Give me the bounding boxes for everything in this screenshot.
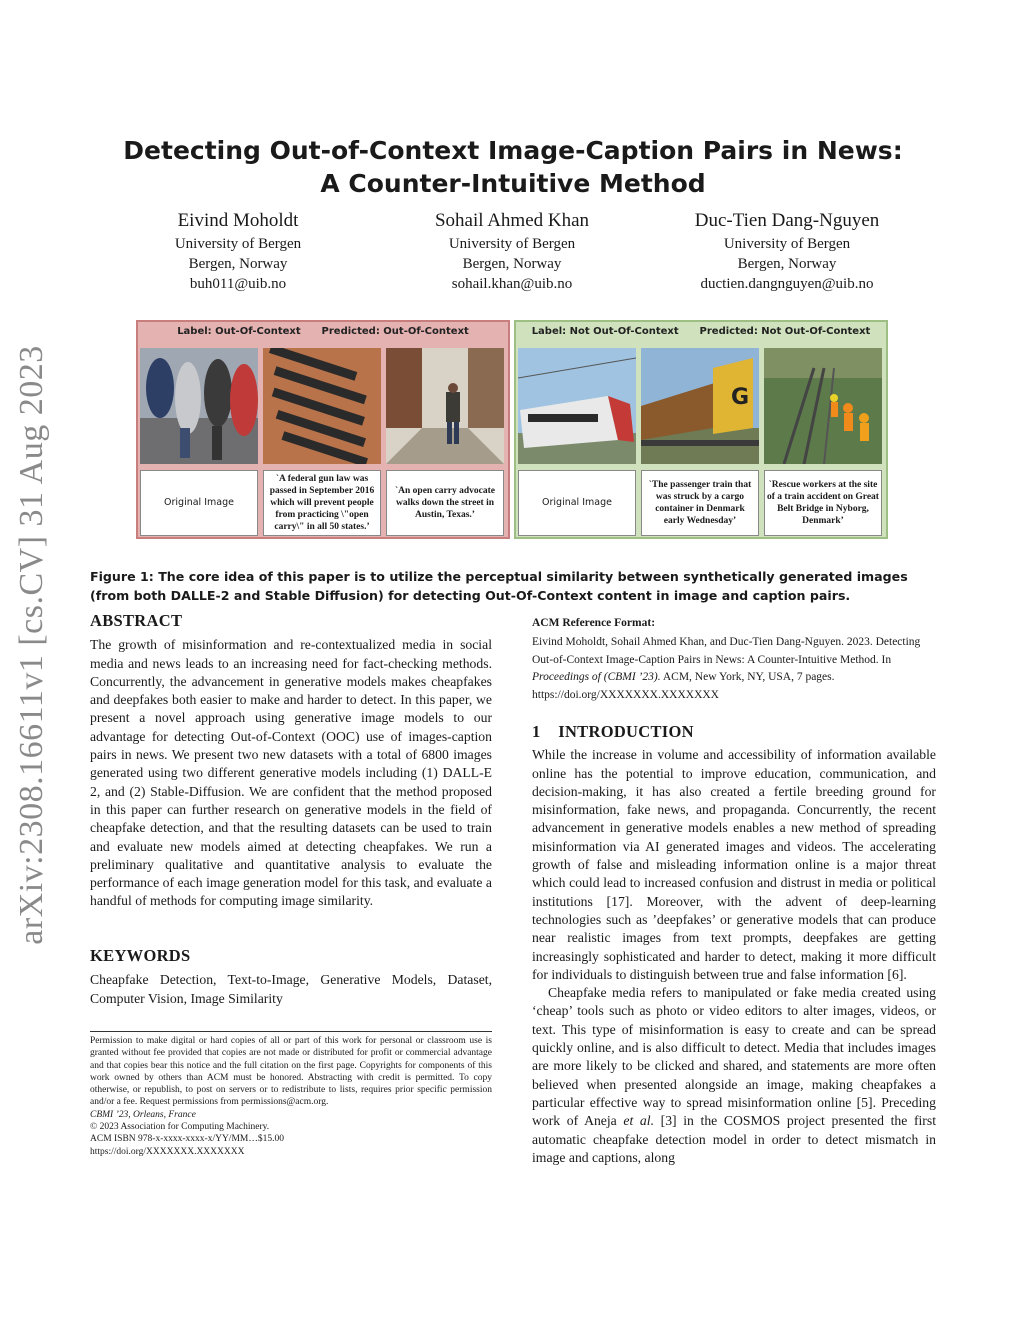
generated-image-rescue [764, 348, 882, 464]
author-2: Sohail Ahmed Khan University of Bergen Bergen, Norway sohail.khan@uib.no [434, 210, 590, 292]
generated-image-guns [263, 348, 381, 464]
permission-footnote: Permission to make digital or hard copies of all or part of this work for personal or classroom use is granted without fee provided that copies are not made or distributed for profit or commercial advantage and that copies bear this notice and the full citation on the first page. Copyrights for components of this work owned by others than ACM must be honored. Abstracting with credit is permitted. To copy otherwise, or republish, to post on servers or to redistribute to lists, requires prior specific permission and/or a fee. Request permissions from permissions@acm.org. CBMI ’23, Orleans, France © 2023 Association for Computing Machinery. ACM ISBN 978-x-xxxx-xxxx-x/YY/MM…$15.00 https://doi.org/XXXXXXX.XXXXXXX [90, 1036, 492, 1157]
caption-passenger-train: `The passenger train that was struck by a cargo container in Denmark early Wednesday’ [641, 470, 759, 536]
keywords-section [90, 947, 492, 1008]
intro-paragraph-1: While the increase in volume and accessibility of information available online has the potential to improve education, communication, and decision-making, it has also created a fertile breeding ground for misinformation, fake news, and propaganda. Concurrently, the recent advancement in generative models enables a new method of spreading misinformation via AI generated images and videos. The accelerating growth of false and misleading information online is a major threat which could lead to increased confusion and distrust in media or political institutions [17]. Moreover, with the advent of deep-learning technologies such as ’deepfakes’ or generative models that can produce near realistic images from text prompts, deepfakes are getting increasingly sophisticated and harder to detect, making it more difficult for individuals to distinguish between true and false information [6]. [532, 747, 936, 982]
footnote-rule [90, 1031, 492, 1032]
keywords-text: Cheapfake Detection, Text-to-Image, Generative Models, Dataset, Computer Vision, Image Similarity [90, 972, 492, 1006]
caption-gun-law: `A federal gun law was passed in September 2016 which will prevent people from practicing \"open carry\" in all 50 states.’ [263, 470, 381, 536]
introduction-section [532, 723, 936, 1167]
acm-reference: ACM Reference Format: Eivind Moholdt, Sohail Ahmed Khan, and Duc-Tien Dang-Nguyen. 2023. Detecting Out-of-Context Image-Caption Pairs in News: A Counter-Intuitive Method. In Proceedings of (CBMI ’23). ACM, New York, NY, USA, 7 pages. https://doi.org/XXXXXXX.XXXXXXX [532, 617, 921, 701]
intro-paragraph-2: Cheapfake media refers to manipulated or fake media created using ‘cheap’ tools such as photo or video editors to alter images, videos, or text. This type of misinformation is easy to create and can be spread quickly online, and is also difficult to detect. Media that includes images are more likely to be clicked and shared, and statements are more often believed when presented alongside an image, making cheapfakes a particular effective way to spread misinformation online [5]. Preceding work of Aneja et al. [3] in the COSMOS project presented the first automatic cheapfake detection model in order to detect mismatch in image and captions, along [532, 985, 936, 1165]
caption-original: Original Image [518, 470, 636, 536]
caption-open-carry: `An open carry advocate walks down the street in Austin, Texas.’ [386, 470, 504, 536]
abstract-text: The growth of misinformation and re-contextualized media in social media and news leads to an increasing need for fact-checking methods. Concurrently, the advancement in generative models makes cheapfakes and deepfakes both easier to make and harder to detect. In this paper, we present a novel approach using generative image models to our advantage for detecting Out-of-Context (OOC) use of images-caption pairs in news. We present two new datasets with a total of 6800 images generated using two different generative models including (1) DALL-E 2, and (2) Stable-Diffusion. We are confident that the method proposed in this paper can further research on generative models in the field of cheapfake detection, and that the resulting datasets can be used to train and evaluate new models aimed at detecting cheapfakes. We run a preliminary qualitative and quantitative analysis to evaluate the performance of each image generation model for this task, and evaluate a handful of methods for computing image similarity. [90, 637, 492, 909]
abstract-section [90, 612, 492, 911]
introduction-heading: 1 INTRODUCTION [532, 722, 694, 741]
panel-label: Label: Out-Of-Context Predicted: Out-Of-Context [177, 326, 469, 337]
original-image-train [518, 348, 636, 464]
author-1: Eivind Moholdt University of Bergen Bergen, Norway buh011@uib.no [174, 210, 302, 292]
figure-panel-not-ooc [514, 320, 888, 539]
generated-image-cargo-train [641, 348, 759, 464]
original-image-crowd [140, 348, 258, 464]
paper-title: Detecting Out-of-Context Image-Caption Pairs in News: A Counter-Intuitive Method [123, 136, 903, 198]
panel-label: Label: Not Out-Of-Context Predicted: Not Out-Of-Context [531, 326, 871, 337]
abstract-heading: ABSTRACT [90, 611, 183, 630]
figure-caption: Figure 1: The core idea of this paper is to utilize the perceptual similarity between synthetically generated images (from both DALLE-2 and Stable Diffusion) for detecting Out-Of-Context content in image and caption pairs. [90, 569, 908, 603]
caption-original: Original Image [140, 470, 258, 536]
arxiv-stamp: arXiv:2308.16611v1 [cs.CV] 31 Aug 2023 [13, 345, 50, 945]
svg-text:G: G [731, 385, 750, 410]
generated-image-street [386, 348, 504, 464]
figure-panel-ooc [136, 320, 510, 539]
keywords-heading: KEYWORDS [90, 946, 191, 965]
author-3: Duc-Tien Dang-Nguyen University of Bergen Bergen, Norway ductien.dangnguyen@uib.no [694, 210, 880, 292]
caption-rescue-workers: `Rescue workers at the site of a train accident on Great Belt Bridge in Nyborg, Denmark’ [764, 470, 882, 536]
